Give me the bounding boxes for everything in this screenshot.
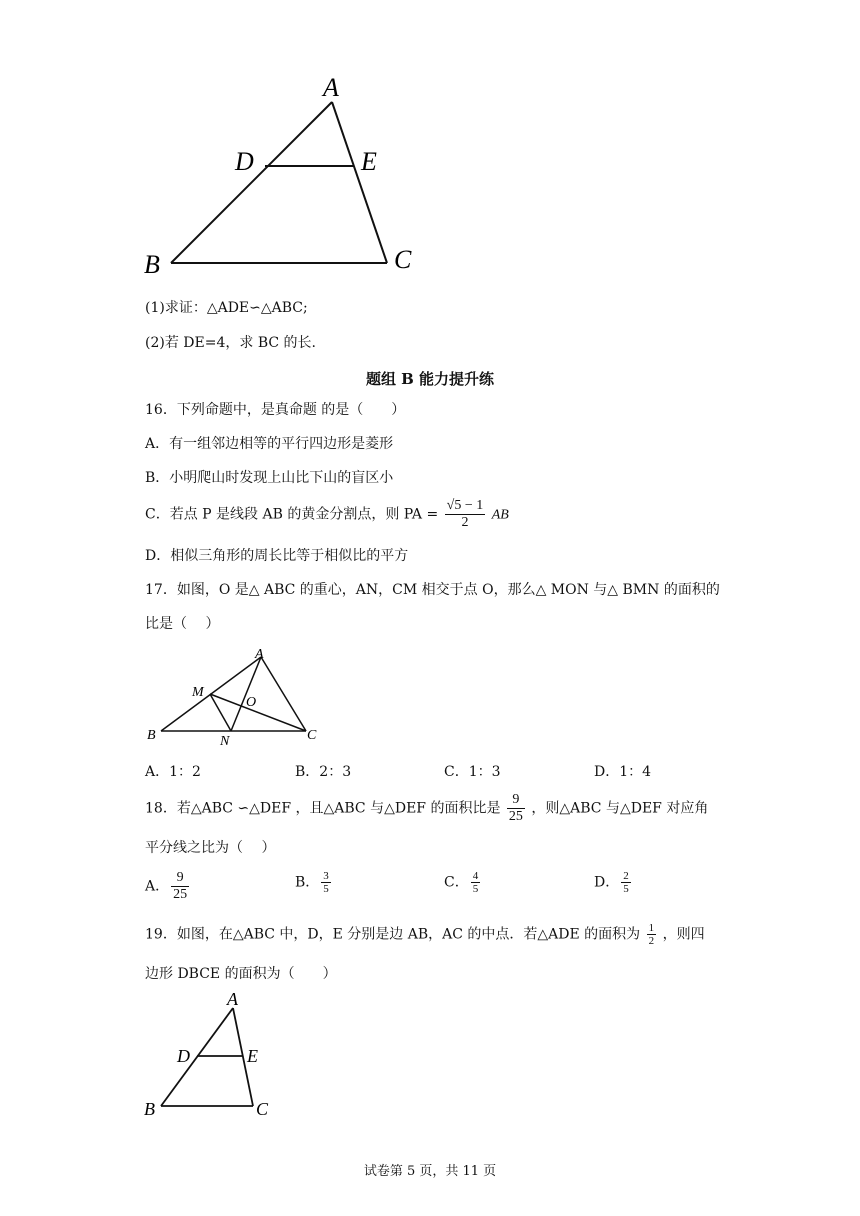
q17-option-d: D．1：4 <box>594 764 652 780</box>
option-denominator: 5 <box>472 883 479 895</box>
option-label: A． <box>145 878 170 895</box>
label-a: A <box>227 989 238 1009</box>
q17-stem-line2: 比是（ ） <box>145 616 220 632</box>
option-denominator: 25 <box>173 887 188 902</box>
label-d: D <box>177 1046 190 1066</box>
golden-ratio-numerator: √5 − 1 <box>446 498 484 513</box>
q16-option-c-suffix: AB <box>491 507 509 523</box>
q18-option-d <box>594 870 633 895</box>
option-numerator: 9 <box>171 870 189 887</box>
q18-stem-line1 <box>145 792 708 825</box>
figure-triangle-ade-abc <box>135 70 435 285</box>
side-ab <box>171 102 332 263</box>
section-title: 题组 B 能力提升练 <box>365 370 495 388</box>
q19-stem-line2: 边形 DBCE 的面积为（ ） <box>145 966 337 982</box>
area-fraction <box>647 922 657 947</box>
label-c: C <box>307 728 317 743</box>
option-numerator: 4 <box>472 870 479 882</box>
label-e: E <box>247 1046 258 1066</box>
option-denominator: 5 <box>323 883 329 895</box>
label-a: A <box>323 73 339 102</box>
q16-option-a: A．有一组邻边相等的平行四边形是菱形 <box>145 436 394 452</box>
median-cm <box>210 694 306 731</box>
option-label: C． <box>444 874 469 891</box>
q16-option-c-prefix: C．若点 P 是线段 AB 的黄金分割点，则 PA = <box>145 506 439 523</box>
golden-ratio-fraction <box>445 498 486 531</box>
option-numerator: 2 <box>623 870 629 882</box>
q17-option-b: B．2：3 <box>295 764 352 780</box>
figure-midline-triangle <box>140 988 280 1118</box>
label-o: O <box>246 695 257 710</box>
golden-ratio-denominator: 2 <box>461 515 469 530</box>
q19-stem-line1 <box>145 922 705 947</box>
label-n: N <box>220 734 230 745</box>
option-label: B． <box>295 874 320 891</box>
area-ratio-fraction <box>507 792 525 825</box>
q15-part1: (1)求证：△ADE∽△ABC; <box>145 300 308 316</box>
q17-option-a: A．1：2 <box>145 764 201 780</box>
page-footer: 试卷第 5 页，共 11 页 <box>363 1164 497 1179</box>
segment-mn <box>210 694 231 731</box>
label-d: D <box>235 147 254 176</box>
option-fraction <box>621 870 631 895</box>
area-ratio-denominator: 25 <box>508 809 523 824</box>
area-denominator: 2 <box>648 935 655 947</box>
option-numerator: 3 <box>323 870 329 882</box>
area-ratio-numerator: 9 <box>507 792 525 809</box>
label-e: E <box>361 147 377 176</box>
label-a: A <box>255 647 264 662</box>
area-numerator: 1 <box>648 922 655 934</box>
label-c: C <box>256 1099 269 1118</box>
q16-option-d: D．相似三角形的周长比等于相似比的平方 <box>145 548 409 564</box>
side-ac <box>261 657 306 731</box>
q19-stem-prefix: 19．如图，在△ABC 中，D，E 分别是边 AB，AC 的中点．若△ADE 的面积为 <box>145 926 641 943</box>
label-m: M <box>192 685 204 700</box>
q17-option-c: C．1：3 <box>444 764 501 780</box>
q16-option-b: B．小明爬山时发现上山比下山的盲区小 <box>145 470 394 486</box>
q18-option-b <box>295 870 333 895</box>
option-denominator: 5 <box>623 883 629 895</box>
q16-option-c <box>145 498 509 531</box>
label-b: B <box>144 1099 155 1118</box>
q18-option-a <box>145 870 191 903</box>
q19-stem-suffix: ，则四 <box>662 926 705 943</box>
option-fraction <box>471 870 481 895</box>
q18-stem-prefix: 18．若△ABC ∽△DEF ，且△ABC 与△DEF 的面积比是 <box>145 800 501 817</box>
option-fraction <box>321 870 331 895</box>
side-ab <box>161 1008 233 1106</box>
q15-part2: (2)若 DE=4，求 BC 的长. <box>145 335 316 351</box>
q18-stem-line2: 平分线之比为（ ） <box>145 840 276 856</box>
q17-stem-line1: 17．如图，O 是△ ABC 的重心，AN，CM 相交于点 O，那么△ MON 与△ BMN 的面积的 <box>145 582 720 598</box>
q18-stem-suffix: ，则△ABC 与△DEF 对应角 <box>531 800 709 817</box>
option-fraction <box>171 870 189 903</box>
option-label: D． <box>594 874 620 891</box>
label-c: C <box>394 245 412 274</box>
label-b: B <box>147 728 156 743</box>
label-b: B <box>144 250 160 279</box>
figure-centroid-triangle <box>140 645 330 745</box>
side-ac <box>332 102 387 263</box>
q18-option-c <box>444 870 482 895</box>
q16-stem: 16．下列命题中，是真命题 的是（ ） <box>145 402 406 418</box>
